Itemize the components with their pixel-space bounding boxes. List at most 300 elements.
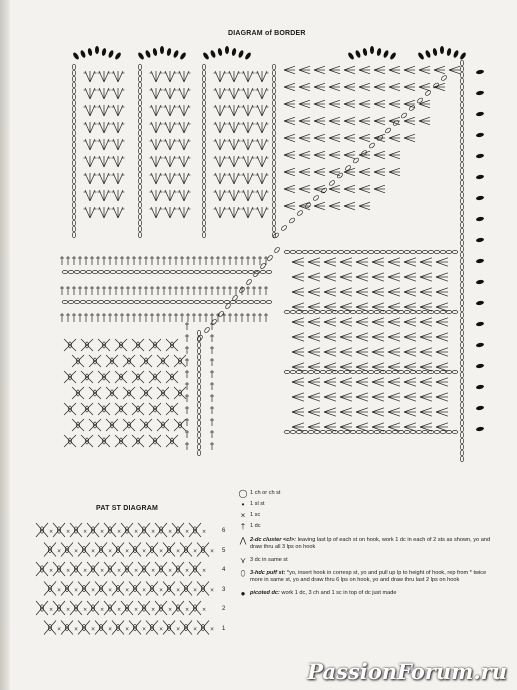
sc-mark: × <box>100 529 105 535</box>
dc-stitch <box>104 156 109 167</box>
sc-mark: × <box>134 529 139 535</box>
sc-mark: × <box>125 587 130 594</box>
dc-stitch <box>389 104 400 108</box>
chain-stitch <box>272 190 275 196</box>
chain-stitch <box>242 270 248 273</box>
chain-stitch <box>272 184 275 190</box>
dc-stitch <box>292 408 304 412</box>
dc-stitch <box>356 378 368 382</box>
picot-dot <box>432 48 438 57</box>
dc-stitch <box>372 363 384 367</box>
chain-stitch <box>314 250 320 253</box>
dc-stitch <box>113 156 118 167</box>
dc-stitch <box>344 155 355 159</box>
chain-stitch <box>422 370 428 373</box>
dc-stitch <box>308 277 320 281</box>
sc-mark: × <box>210 548 215 555</box>
dc-stitch <box>404 318 416 322</box>
chain-stitch <box>72 106 75 112</box>
dc-stitch <box>404 397 416 401</box>
chain-stitch <box>74 300 80 303</box>
chain-stitch <box>272 82 275 88</box>
dc-stitch <box>243 139 248 150</box>
dc-stitch <box>299 185 310 189</box>
dc-stitch <box>299 138 310 142</box>
chain-stitch <box>460 108 463 114</box>
chain-stitch <box>72 160 75 166</box>
dc-stitch <box>324 318 336 322</box>
chain-stitch <box>188 270 194 273</box>
dc-stitch <box>388 277 400 281</box>
chain-stitch <box>202 76 205 82</box>
dc-stitch <box>284 104 295 108</box>
dc-stitch <box>420 303 432 307</box>
dc-stitch <box>324 288 336 292</box>
chain-stitch <box>170 270 176 273</box>
chain-stitch <box>236 300 242 303</box>
sc-mark: × <box>168 568 173 574</box>
sc-mark: × <box>49 607 54 613</box>
dc-stitch <box>324 408 336 412</box>
legend-text: picoted dc: work 1 dc, 3 ch and 1 sc in top of dc just made <box>250 590 397 596</box>
chain-stitch <box>72 154 75 160</box>
legend-row <box>236 512 498 519</box>
dc-stitch <box>299 70 310 74</box>
picot-dot <box>476 111 485 116</box>
chain-stitch <box>434 310 440 313</box>
chain-stitch <box>138 154 141 160</box>
dc-stitch <box>388 292 400 296</box>
picot-dot <box>476 363 485 368</box>
sc-mark: × <box>83 568 88 574</box>
dc-stitch <box>404 348 416 352</box>
dc-stitch <box>308 423 320 427</box>
dc-stitch <box>404 412 416 416</box>
puff-icon: ⬯ <box>240 569 246 578</box>
dc-stitch <box>308 408 320 412</box>
dc-stitch <box>292 303 304 307</box>
sl-dot-icon: • <box>241 500 245 509</box>
dc-stitch <box>344 185 355 189</box>
chain-stitch <box>202 220 205 226</box>
chain-stitch <box>460 426 463 432</box>
chain-stitch <box>434 250 440 253</box>
dc-stitch <box>329 87 340 91</box>
picot-dot <box>476 132 485 137</box>
chain-stitch <box>460 330 463 336</box>
chain-stitch <box>138 190 141 196</box>
dc-stitch <box>314 70 325 74</box>
chain-stitch <box>254 300 260 303</box>
dc-stitch <box>436 303 448 307</box>
dc-stitch <box>308 262 320 266</box>
chain-stitch <box>460 270 463 276</box>
oval-icon: ◯ <box>238 489 248 498</box>
dc-stitch <box>292 277 304 281</box>
dc-stitch <box>359 138 370 142</box>
dc-stitch <box>436 288 448 292</box>
sc-mark: × <box>159 587 164 594</box>
chain-stitch <box>460 72 463 78</box>
dc-stitch <box>308 352 320 356</box>
chain-stitch <box>460 132 463 138</box>
chain-stitch <box>197 408 200 414</box>
chain-stitch <box>422 430 428 433</box>
chain-stitch <box>320 370 326 373</box>
sc-mark: × <box>134 568 139 574</box>
dc-stitch <box>419 87 430 91</box>
chain-stitch <box>197 354 200 360</box>
chain-stitch <box>266 270 272 273</box>
dc-stitch <box>292 393 304 397</box>
chain-stitch <box>212 300 218 303</box>
dc-stitch <box>308 303 320 307</box>
dc-stitch <box>90 139 95 150</box>
sc-mark: × <box>151 529 156 535</box>
dc-stitch <box>179 156 184 167</box>
picot-dot <box>108 50 115 59</box>
dc-stitch <box>340 382 352 386</box>
chain-stitch <box>202 232 205 238</box>
chain-stitch <box>110 270 116 273</box>
dc-stitch <box>344 117 355 121</box>
legend-text: 3-hdc puff st: *yo, insert hook in corresp st, yo and pull up lp to height of hook, rep from * twice more in same st, yo and draw thru 6 lps on hook, yo and draw thru last 2 lps on hook <box>250 570 487 583</box>
sc-mark: × <box>125 548 130 555</box>
chain-stitch <box>138 124 141 130</box>
dc-stitch <box>220 139 225 150</box>
dc-stitch <box>248 139 253 150</box>
dc-stitch <box>372 277 384 281</box>
chain-stitch <box>460 150 463 156</box>
sc-mark: × <box>185 607 190 613</box>
chain-stitch <box>274 247 281 254</box>
sc-mark: × <box>168 607 173 613</box>
chain-stitch <box>446 250 452 253</box>
dc-stitch <box>292 258 304 262</box>
dc-stitch <box>372 318 384 322</box>
chain-stitch <box>284 250 290 253</box>
dc-stitch <box>356 408 368 412</box>
chain-stitch <box>218 270 224 273</box>
dc-stitch <box>356 352 368 356</box>
chain-stitch <box>440 370 446 373</box>
dc-stitch <box>359 104 370 108</box>
chain-stitch <box>197 384 200 390</box>
chain-stitch <box>460 306 463 312</box>
picot-dot <box>417 52 425 61</box>
dc-stitch <box>356 348 368 352</box>
dc-stitch <box>356 262 368 266</box>
border-diagram <box>52 40 492 470</box>
dc-stitch <box>284 168 295 172</box>
dc-stitch <box>314 155 325 159</box>
row-number: 2 <box>222 606 226 612</box>
chain-stitch <box>206 270 212 273</box>
dc-stitch <box>356 337 368 341</box>
dc-stitch <box>356 322 368 326</box>
dc-stitch <box>388 378 400 382</box>
dc-stitch <box>90 156 95 167</box>
chain-stitch <box>460 264 463 270</box>
dc-stitch <box>284 172 295 176</box>
picot-dot <box>476 174 485 179</box>
sc-mark: × <box>159 626 164 633</box>
dc-stitch <box>329 206 340 210</box>
dc-stitch <box>436 337 448 341</box>
dc-stitch <box>359 155 370 159</box>
chain-stitch <box>197 402 200 408</box>
dc-stitch <box>436 363 448 367</box>
chain-stitch <box>380 250 386 253</box>
chain-stitch <box>72 184 75 190</box>
chain-stitch <box>194 270 200 273</box>
chain-stitch <box>308 430 314 433</box>
dc-stitch <box>359 100 370 104</box>
chain-stitch <box>272 70 275 76</box>
legend-row <box>236 557 498 564</box>
chain-stitch <box>425 90 432 97</box>
dc-stitch <box>372 303 384 307</box>
dc-stitch <box>314 117 325 121</box>
chain-stitch <box>460 258 463 264</box>
chain-stitch <box>386 250 392 253</box>
dc-stitch <box>356 277 368 281</box>
sc-mark: × <box>49 529 54 535</box>
sc-mark: × <box>91 626 96 633</box>
dc-stitch <box>308 258 320 262</box>
dc-stitch <box>374 70 385 74</box>
chain-stitch <box>338 430 344 433</box>
dc-stitch <box>420 382 432 386</box>
dc-stitch <box>308 337 320 341</box>
dc-stitch <box>374 104 385 108</box>
dc-stitch <box>420 333 432 337</box>
dc-stitch <box>389 134 400 138</box>
chain-stitch <box>202 196 205 202</box>
dc-stitch <box>420 288 432 292</box>
dc-stitch <box>292 352 304 356</box>
dc-stitch <box>308 412 320 416</box>
chain-stitch <box>176 270 182 273</box>
chain-stitch <box>242 300 248 303</box>
chain-stitch <box>321 187 328 194</box>
chain-stitch <box>290 370 296 373</box>
dc-stitch <box>404 117 415 121</box>
picot-dot <box>347 52 355 61</box>
sc-mark: × <box>125 626 130 633</box>
chain-stitch <box>202 64 205 70</box>
sc-mark: × <box>117 568 122 574</box>
dc-stitch <box>308 378 320 382</box>
dc-stitch <box>388 288 400 292</box>
dc-stitch <box>299 189 310 193</box>
chain-stitch <box>218 311 225 318</box>
chain-stitch <box>138 172 141 178</box>
chain-stitch <box>197 438 200 444</box>
dc-stitch <box>420 393 432 397</box>
dc-stitch <box>308 348 320 352</box>
sc-mark: × <box>91 587 96 594</box>
dc-stitch <box>340 352 352 356</box>
chain-stitch <box>202 118 205 124</box>
dc-stitch <box>324 337 336 341</box>
chain-stitch <box>460 192 463 198</box>
dc-stitch <box>389 100 400 104</box>
chain-stitch <box>197 432 200 438</box>
chain-stitch <box>202 88 205 94</box>
dc-stitch <box>156 139 161 150</box>
dc-stitch <box>292 333 304 337</box>
dc-stitch <box>374 168 385 172</box>
dc-stitch <box>359 87 370 91</box>
dc-stitch <box>436 348 448 352</box>
chain-stitch <box>460 318 463 324</box>
dc-stitch <box>324 378 336 382</box>
chain-stitch <box>128 300 134 303</box>
dc-stitch <box>372 348 384 352</box>
dc-stitch <box>372 292 384 296</box>
dc-stitch <box>420 318 432 322</box>
dc-stitch <box>356 382 368 386</box>
dc-stitch <box>340 333 352 337</box>
chain-stitch <box>326 430 332 433</box>
sc-mark: × <box>193 626 198 633</box>
sc-mark: × <box>176 587 181 594</box>
row-number: 6 <box>222 528 226 534</box>
chain-stitch <box>138 220 141 226</box>
chain-stitch <box>72 124 75 130</box>
chain-stitch <box>272 118 275 124</box>
dc-stitch <box>344 202 355 206</box>
picot-dot <box>166 48 172 57</box>
dc-stitch <box>329 134 340 138</box>
legend-text: 1 ch or ch st <box>250 490 281 496</box>
chain-stitch <box>138 130 141 136</box>
dc-stitch <box>404 378 416 382</box>
dc-stitch <box>372 273 384 277</box>
pat-st-diagram <box>34 518 220 638</box>
dc-stitch <box>436 262 448 266</box>
dc-stitch <box>419 104 430 108</box>
dc-stitch <box>85 156 90 167</box>
chain-stitch <box>368 250 374 253</box>
dc-stitch <box>344 151 355 155</box>
dc-stitch <box>372 412 384 416</box>
chain-stitch <box>272 136 275 142</box>
chain-stitch <box>72 202 75 208</box>
dc-stitch <box>340 378 352 382</box>
dc-stitch <box>262 156 267 167</box>
chain-stitch <box>72 112 75 118</box>
chain-stitch <box>356 310 362 313</box>
dc-stitch <box>151 156 156 167</box>
dc-stitch <box>340 258 352 262</box>
sc-mark: × <box>74 548 79 555</box>
chain-stitch <box>72 208 75 214</box>
sc-mark: × <box>159 548 164 555</box>
dc-stitch <box>404 352 416 356</box>
chain-stitch <box>266 300 272 303</box>
dc-stitch <box>314 172 325 176</box>
dc-stitch <box>404 66 415 70</box>
dc-stitch <box>436 277 448 281</box>
dc-stitch <box>388 348 400 352</box>
chain-stitch <box>434 370 440 373</box>
chain-stitch <box>404 250 410 253</box>
dc-stitch <box>388 408 400 412</box>
dc-stitch <box>292 423 304 427</box>
chain-stitch <box>138 112 141 118</box>
chain-stitch <box>460 336 463 342</box>
dc-stitch <box>329 168 340 172</box>
chain-stitch <box>452 430 458 433</box>
chain-stitch <box>146 300 152 303</box>
chain-stitch <box>98 270 104 273</box>
chain-stitch <box>197 378 200 384</box>
chain-stitch <box>138 64 141 70</box>
legend-row <box>236 490 498 497</box>
dc-stitch <box>404 277 416 281</box>
chain-stitch <box>72 76 75 82</box>
chain-stitch <box>260 300 266 303</box>
chain-stitch <box>197 426 200 432</box>
picot-dot <box>244 52 252 61</box>
dc-stitch <box>419 83 430 87</box>
picot-dot <box>476 90 485 95</box>
dc-stitch <box>340 318 352 322</box>
dc-stitch <box>404 333 416 337</box>
picot-dot <box>476 279 485 284</box>
chain-stitch <box>440 250 446 253</box>
dc-stitch <box>359 202 370 206</box>
chain-stitch <box>170 300 176 303</box>
chain-stitch <box>200 270 206 273</box>
chain-stitch <box>404 370 410 373</box>
chain-stitch <box>460 210 463 216</box>
legend-text: 2-dc cluster <cl>: leaving last lp of each st on hook, work 1 dc in each of 2 sts as shown, yo and draw thru all 3 lps on hook <box>250 537 491 550</box>
chain-stitch <box>122 270 128 273</box>
chain-stitch <box>272 214 275 220</box>
dc-stitch <box>299 100 310 104</box>
picot-icon: ● <box>240 589 246 598</box>
dc-stitch <box>356 363 368 367</box>
dc-stitch <box>356 397 368 401</box>
chain-stitch <box>138 94 141 100</box>
chain-stitch <box>68 300 74 303</box>
row-numbers <box>222 528 225 645</box>
chain-stitch <box>460 180 463 186</box>
dc-stitch <box>344 206 355 210</box>
picot-dot <box>453 50 460 59</box>
dc-stitch <box>308 273 320 277</box>
chain-stitch <box>230 270 236 273</box>
chain-stitch <box>284 310 290 313</box>
chain-stitch <box>202 184 205 190</box>
chain-stitch <box>460 456 463 462</box>
picot-dot <box>476 321 485 326</box>
dc-stitch <box>340 412 352 416</box>
chain-stitch <box>72 220 75 226</box>
picot-dot <box>137 52 145 61</box>
dc-stitch <box>340 337 352 341</box>
dc-stitch <box>151 139 156 150</box>
dc-stitch <box>436 322 448 326</box>
chain-stitch <box>460 120 463 126</box>
dc-stitch <box>356 333 368 337</box>
dc-stitch <box>340 423 352 427</box>
legend-text: 1 dc <box>250 523 261 529</box>
dc-stitch <box>292 288 304 292</box>
